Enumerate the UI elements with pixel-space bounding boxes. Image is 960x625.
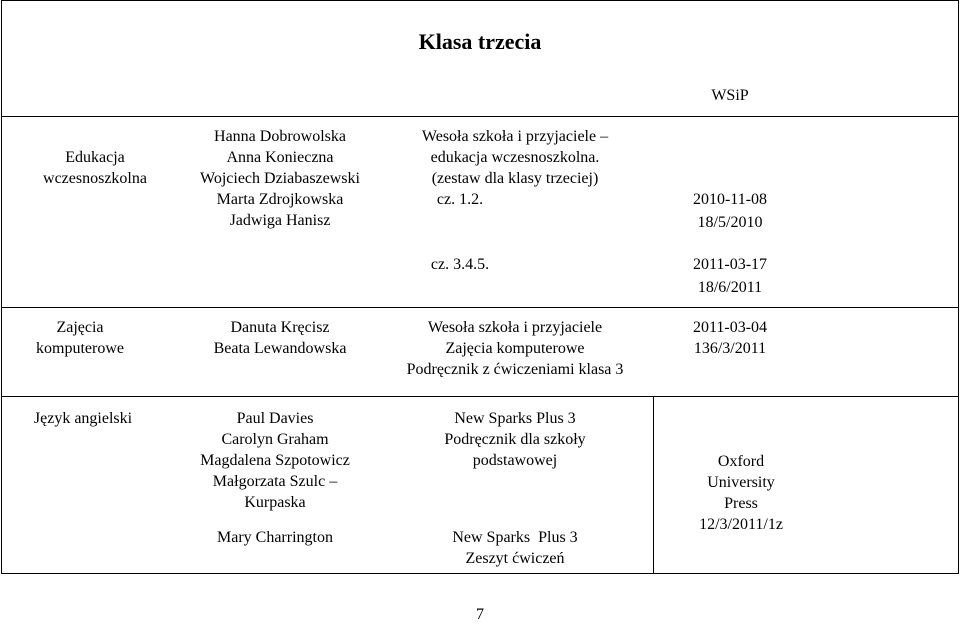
workbook-title-cell: New Sparks Plus 3 Zeszyt ćwiczeń [452,529,578,567]
subject-cell: Edukacja wczesnoszkolna [43,149,147,187]
book-part-2: cz. 3.4.5. [430,256,490,273]
book-part-1: cz. 1.2. [436,191,484,208]
approval-1: 2010-11-08 18/5/2010 [692,191,768,231]
page-title: Klasa trzecia [418,29,542,54]
authors-cell: Hanna Dobrowolska Anna Konieczna Wojciech Dziabaszewski Marta Zdrojkowska Jadwiga Hanisz [200,128,360,229]
subject-cell: Język angielski [33,410,133,427]
authors-cell: Danuta Kręcisz Beata Lewandowska [213,319,347,357]
page-number: 7 [476,606,484,623]
workbook-author: Mary Charrington [217,529,333,546]
publisher-cell: Oxford University Press 12/3/2011/1z [699,453,783,533]
row-separator-1 [1,307,959,308]
header-publisher: WSiP [711,87,749,104]
book-title-cell: Wesoła szkoła i przyjaciele – edukacja wczesnoszkolna. (zestaw dla klasy trzeciej) [421,128,609,187]
book-title-cell: New Sparks Plus 3 Podręcznik dla szkoły podstawowej [444,410,586,469]
authors-cell: Paul Davies Carolyn Graham Magdalena Szpotowicz Małgorzata Szulc – Kurpaska [200,410,350,511]
book-title-cell: Wesoła szkoła i przyjaciele Zajęcia komputerowe Podręcznik z ćwiczeniami klasa 3 [406,319,624,378]
row-separator-2 [1,396,959,397]
subject-cell: Zajęcia komputerowe [36,319,124,357]
approval-2: 2011-03-17 18/6/2011 [692,256,768,296]
approval-cell: 2011-03-04 136/3/2011 [692,319,768,357]
header-separator [1,116,959,117]
